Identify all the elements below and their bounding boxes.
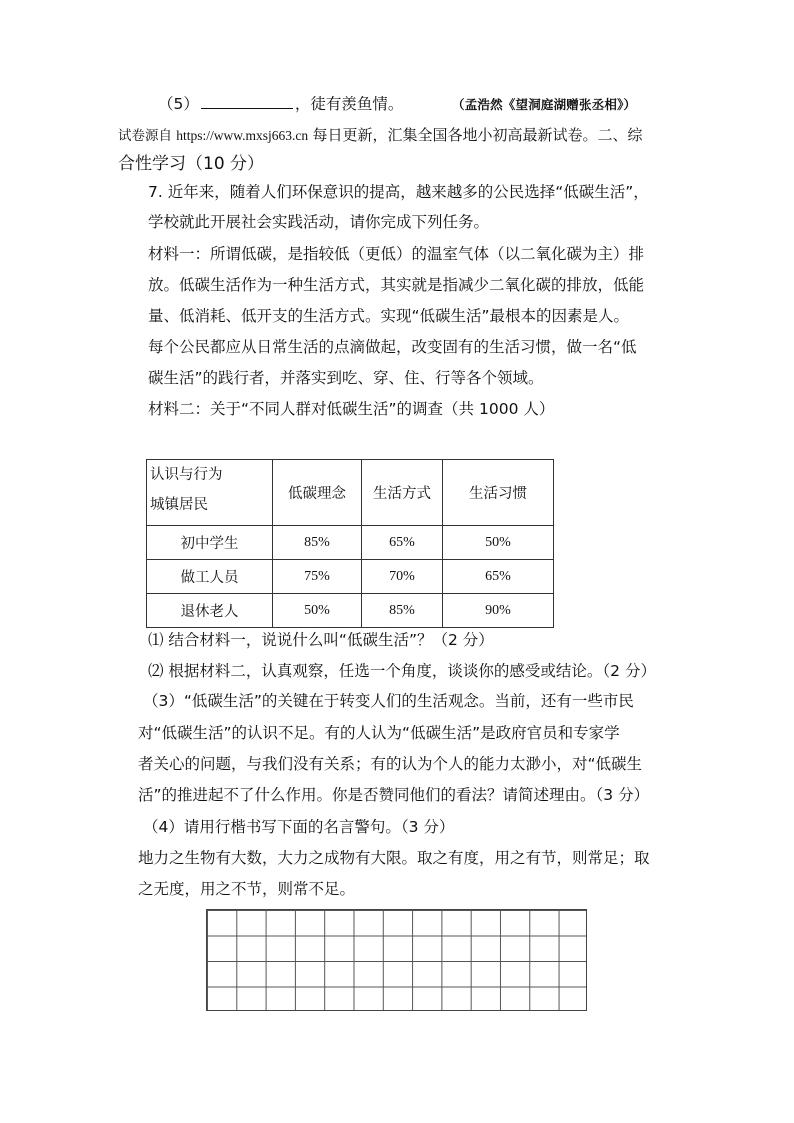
corner-top-label: 认识与行为 [150, 467, 223, 483]
item5-suffix: ，徒有羡鱼情。 [294, 95, 404, 113]
column-header: 生活方式 [362, 460, 443, 526]
subquestion-2: ⑵ 根据材料二，认真观察，任选一个角度，谈谈你的感受或结论。（2 分） [148, 662, 656, 680]
table-cell: 75% [273, 560, 362, 594]
poem-attribution: （孟浩然《望洞庭湖赠张丞相》） [452, 97, 637, 112]
table-cell: 85% [273, 526, 362, 560]
material1-line: 碳生活”的践行者，并落实到吃、穿、住、行等各个领域。 [148, 369, 544, 387]
subquestion-3-line: （3）“低碳生活”的关键在于转变人们的生活观念。当前，还有一些市民 [143, 692, 634, 710]
table-cell: 65% [362, 526, 443, 560]
quote-line: 地力之生物有大数，大力之成物有大限。取之有度，用之有节，则常足；取 [138, 849, 650, 867]
table-cell: 85% [362, 594, 443, 628]
quote-line: 之无度，用之不节，则常不足。 [138, 880, 356, 898]
column-header: 低碳理念 [273, 460, 362, 526]
item5-prefix: （5） [158, 95, 199, 113]
column-header: 生活习惯 [443, 460, 554, 526]
subquestion-1: ⑴ 结合材料一，说说什么叫“低碳生活”？（2 分） [148, 631, 494, 649]
table-cell: 65% [443, 560, 554, 594]
material2-title: 材料二：关于“不同人群对低碳生活”的调查（共 1000 人） [148, 400, 555, 418]
subquestion-3-line: 对“低碳生活”的认识不足。有的人认为“低碳生活”是政府官员和专家学 [138, 724, 620, 742]
table-cell: 90% [443, 594, 554, 628]
table-row [147, 560, 554, 594]
table-row [147, 594, 554, 628]
item5-line [158, 93, 403, 115]
row-label: 做工人员 [147, 560, 273, 594]
answer-blank[interactable] [201, 93, 293, 109]
row-label: 退休老人 [147, 594, 273, 628]
source-lead: 试卷源自 [118, 128, 172, 144]
table-cell: 70% [362, 560, 443, 594]
source-tail: 每日更新，汇集全国各地小初高最新试卷。二、综 [312, 126, 643, 144]
table-header-row [147, 460, 554, 526]
subquestion-4: （4）请用行楷书写下面的名言警句。（3 分） [143, 818, 455, 836]
q7-line2: 学校就此开展社会实践活动，请你完成下列任务。 [148, 213, 490, 231]
table-cell: 50% [443, 526, 554, 560]
source-url[interactable]: https://www.mxsj663.cn [176, 128, 309, 143]
subquestion-3-line: 活”的推进起不了什么作用。你是否赞同他们的看法？请简述理由。（3 分） [138, 786, 650, 804]
table-corner [147, 460, 273, 526]
material1-line: 放。低碳生活作为一种生活方式，其实就是指减少二氧化碳的排放，低能 [148, 276, 645, 294]
q7-line1: 7. 近年来，随着人们环保意识的提高，越来越多的公民选择“低碳生活”， [148, 183, 649, 201]
survey-table [146, 459, 554, 628]
table-row [147, 526, 554, 560]
subquestion-3-line: 者关心的问题，与我们没有关系；有的认为个人的能力太渺小，对“低碳生 [138, 755, 643, 773]
handwriting-grid[interactable] [206, 909, 587, 1011]
source-line [118, 124, 643, 145]
table-cell: 50% [273, 594, 362, 628]
material1-line: 每个公民都应从日常生活的点滴做起，改变固有的生活习惯，做一名“低 [148, 338, 637, 356]
section-title: 合性学习（10 分） [118, 154, 265, 174]
material1-line: 量、低消耗、低开支的生活方式。实现“低碳生活”最根本的因素是人。 [148, 307, 630, 325]
corner-bottom-label: 城镇居民 [150, 497, 208, 513]
material1-line: 材料一：所谓低碳，是指较低（更低）的温室气体（以二氧化碳为主）排 [148, 245, 645, 263]
row-label: 初中学生 [147, 526, 273, 560]
